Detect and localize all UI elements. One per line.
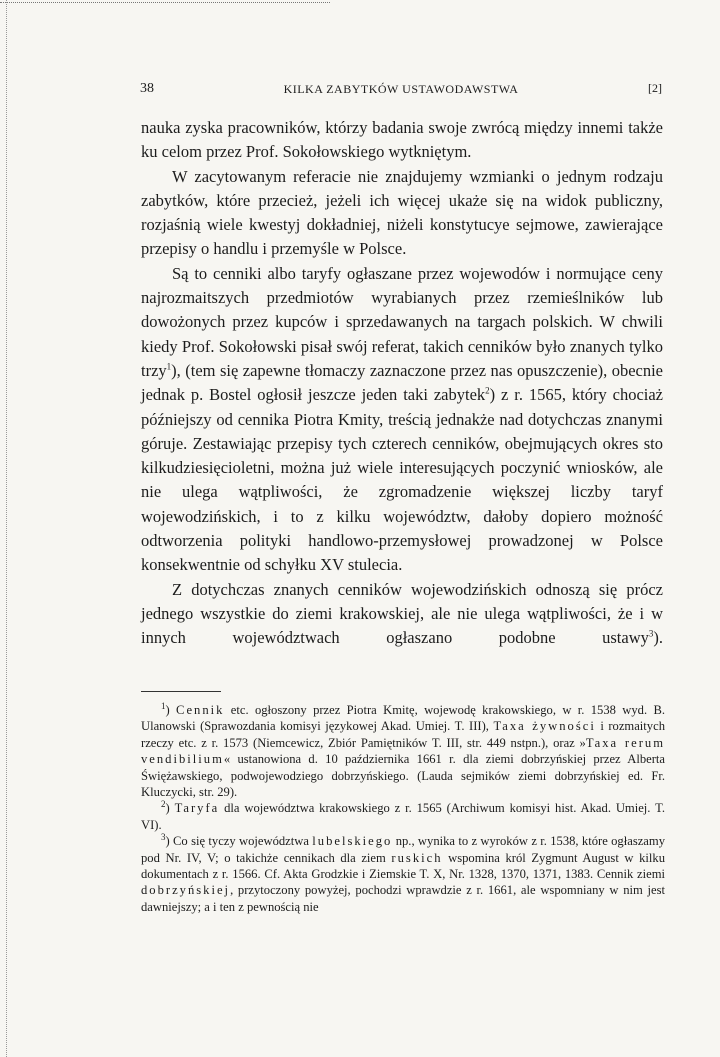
scan-artifact-edge	[6, 0, 9, 1057]
paragraph-4-part-2: ).	[653, 628, 663, 648]
footnote-1	[141, 702, 665, 800]
paragraph-4	[141, 578, 663, 651]
paragraph-4-part-1: Z dotychczas znanych cenników wojewodzińskich odnoszą się prócz jednego wszystkie do ziemi krakowskiej, ale nie ulega wątpliwości, że i w innych województwach ogłaszano podobne ustawy	[141, 579, 663, 648]
footnote-1-taxa-rerum: Taxa rerum vendibilium	[141, 735, 665, 767]
footnotes	[141, 702, 665, 915]
footnote-1-taxa-zywnosci: Taxa żywności	[493, 719, 596, 734]
running-title: KILKA ZABYTKÓW USTAWODAWSTWA	[283, 82, 519, 96]
page-number: 38	[140, 81, 154, 96]
footnote-1-mark: 1	[161, 700, 166, 711]
footnote-2-taryfa: Taryfa	[174, 801, 220, 816]
footnote-3	[141, 833, 665, 915]
footnote-3-ruskich: ruskich	[391, 850, 443, 865]
paragraph-3-part-3: ) z r. 1565, który chociaż późniejszy od cennika Piotra Kmity, treścią jednakże nad dotychczas znanymi góruje. Zestawiając przepisy tych czterech cenników, obejmujących okres sto kilkudziesięcioletni, można już wiele interesujących poczynić wniosków, ale nie ulega wątpliwości, że zgromadzenie większej liczby taryf wojewodzińskich, i to z kilku województw, dałoby dopiero możność odtworzenia polityki handlowo-przemysłowej prowadzonej w Polsce konsekwentnie od schyłku XV stulecia.	[141, 385, 663, 575]
footnote-1-cennik: Cennik	[176, 703, 225, 717]
footnote-3-text-d: , przytoczony powyżej, pochodzi wprawdzie z r. 1661, ale wspomniany w nim jest dawniejszy; a i ten z pewnością nie	[141, 883, 665, 914]
footnote-2-mark: 2	[161, 799, 166, 810]
paragraph-1: nauka zyska pracowników, którzy badania swoje zwrócą między innemi także ku celom przez Prof. Sokołowskiego wytkniętym.	[141, 118, 663, 162]
footnote-2-text-a: )	[165, 801, 175, 816]
footnote-3-lubelskiego: lubelskiego	[312, 834, 393, 849]
paragraph-3-part-1: Są to cenniki albo taryfy ogłaszane przez wojewodów i normujące ceny najrozmaitszych przedmiotów wyrabianych przez rzemieślników lub dowożonych przez kupców i sprzedawanych na targach polskich. W chwili kiedy Prof. Sokołowski pisał swój referat, takich cenników było znanych tylko trzy	[141, 263, 663, 380]
footnote-2-text-b: dla województwa krakowskiego z r. 1565 (Archiwum komisyi hist. Akad. Umiej. T. VI).	[141, 801, 665, 832]
footnote-1-text-b: etc. ogłoszony przez Piotra Kmitę, wojewodę krakowskiego, w r. 1538 wyd. B. Ulanowski (Sprawozdania komisyi językowej Akad. Umiej. T. III),	[141, 703, 666, 734]
scan-artifact-top	[0, 2, 330, 4]
section-number: [2]	[648, 81, 662, 95]
paragraph-2: W zacytowanym referacie nie znajdujemy wzmianki o jednym rodzaju zabytków, które przecież, jeżeli ich więcej ukaże się na widok publiczny, rozjaśnią wiele kwestyj dokładniej, niżeli konstytucye sejmowe, zawierające przepisy o handlu i przemyśle w Polsce.	[141, 166, 663, 259]
footnote-2	[141, 800, 665, 833]
paragraph-3	[141, 262, 663, 578]
footnote-1-text-d: « ustanowiona d. 10 października 1661 r. dla ziemi dobrzyńskiej przez Alberta Świężawskiego, podwojewodziego dobrzyńskiego. (Lauda sejmików ziemi dobrzyńskiej ed. Fr. Kluczycki, str. 29).	[141, 752, 665, 800]
footnote-3-text-b: np., wynika to z wyroków z r. 1538, które ogłaszamy pod Nr. IV, V; o takichże cennikach dla ziem	[141, 834, 665, 865]
footnote-ref-2[interactable]: 2	[485, 385, 490, 396]
footnote-3-text-a: ) Co się tyczy województwa	[165, 834, 313, 849]
paragraph-3-part-2: ), (tem się zapewne tłomaczy zaznaczone przez nas opuszczenie), obecnie jednak p. Bostel ogłosił jeszcze jeden taki zabytek	[141, 360, 663, 405]
footnote-ref-3[interactable]: 3	[648, 628, 654, 639]
footnote-1-text-c: i rozmaitych rzeczy etc. z r. 1573 (Niemcewicz, Zbiór Pamiętników T. III, str. 449 nstpn.), oraz »	[141, 719, 665, 750]
footnote-rule	[141, 691, 221, 692]
footnote-3-mark: 3	[161, 832, 166, 843]
body-text	[141, 116, 663, 651]
running-header	[140, 80, 662, 102]
footnote-3-dobrzynskiej: dobrzyńskiej	[141, 883, 231, 898]
footnote-3-text-c: wspomina król Zygmunt August w kilku dokumentach z r. 1566. Cf. Akta Grodzkie i Ziemskie T. X, Nr. 1328, 1370, 1371, 1383. Cennik ziemi	[141, 850, 665, 882]
footnote-1-text-a: )	[165, 703, 177, 717]
footnote-ref-1[interactable]: 1	[166, 361, 172, 372]
